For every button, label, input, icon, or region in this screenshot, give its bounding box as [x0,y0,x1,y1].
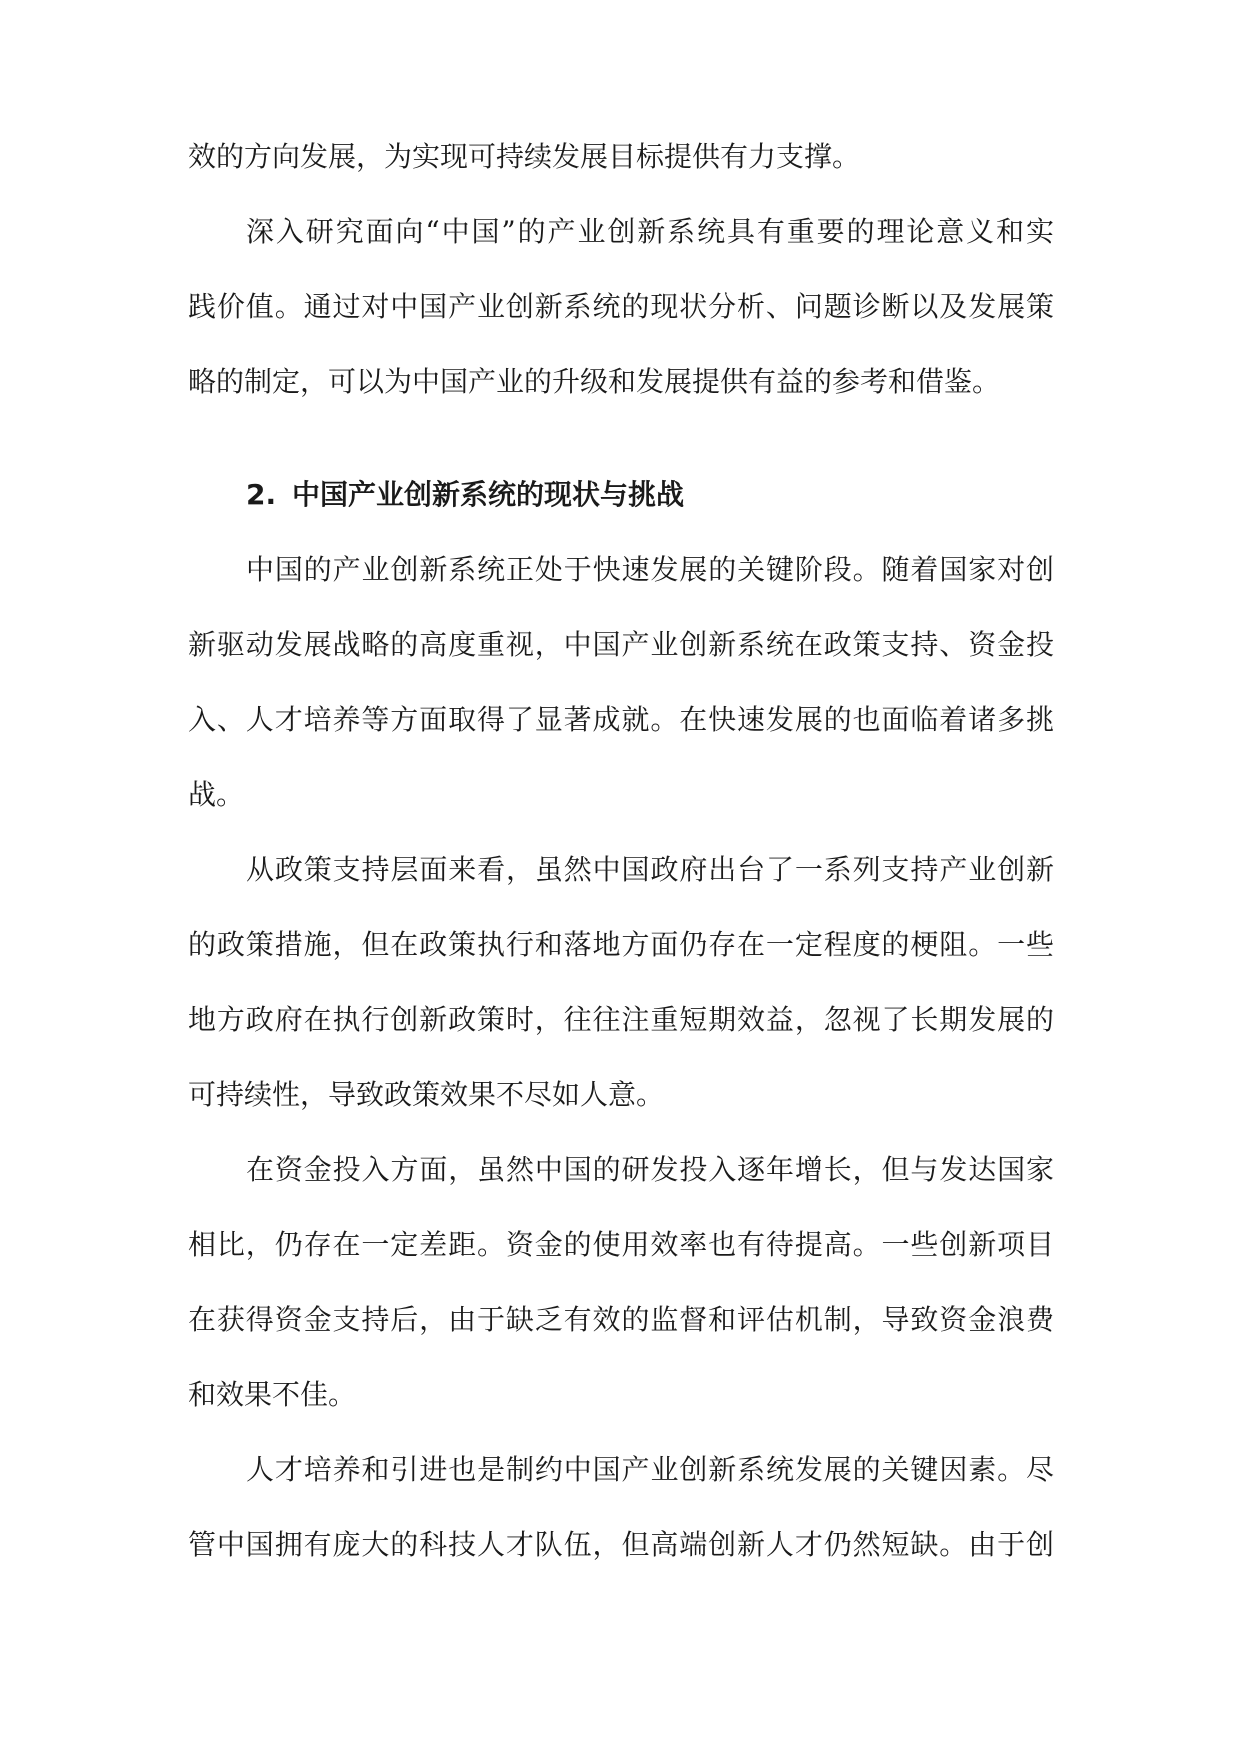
text-line: 在获得资金支持后，由于缺乏有效的监督和评估机制，导致资金浪费 [188,1303,1054,1336]
document-body [188,142,1054,1605]
text-line: 入、人才培养等方面取得了显著成就。在快速发展的也面临着诸多挑 [188,703,1054,736]
section-title: 中国产业创新系统的现状与挑战 [292,478,685,511]
text-line: 可持续性，导致政策效果不尽如人意。 [188,1078,665,1111]
paragraph-current-status [188,555,1054,855]
section-heading [188,480,1054,555]
paragraph-research-significance [188,217,1054,442]
text-line: 的政策措施，但在政策执行和落地方面仍存在一定程度的梗阻。一些 [188,928,1054,961]
text-line: 和效果不佳。 [188,1378,357,1411]
text-line: 新驱动发展战略的高度重视，中国产业创新系统在政策支持、资金投 [188,628,1054,661]
text-line: 效的方向发展，为实现可持续发展目标提供有力支撑。 [188,140,861,173]
text-line: 地方政府在执行创新政策时，往往注重短期效益，忽视了长期发展的 [188,1003,1054,1036]
text-line: 中国的产业创新系统正处于快速发展的关键阶段。随着国家对创 [246,553,1054,586]
paragraph-policy-support [188,855,1054,1155]
text-line: 践价值。通过对中国产业创新系统的现状分析、问题诊断以及发展策 [188,290,1054,323]
section-spacer [188,442,1054,480]
paragraph-continuation [188,142,1054,217]
text-line: 战。 [188,778,245,811]
text-line: 相比，仍存在一定差距。资金的使用效率也有待提高。一些创新项目 [188,1228,1054,1261]
section-number: 2. [246,478,277,511]
text-line: 管中国拥有庞大的科技人才队伍，但高端创新人才仍然短缺。由于创 [188,1528,1054,1561]
paragraph-funding [188,1155,1054,1455]
text-line: 从政策支持层面来看，虽然中国政府出台了一系列支持产业创新 [246,853,1054,886]
paragraph-talent [188,1455,1054,1605]
text-line: 略的制定，可以为中国产业的升级和发展提供有益的参考和借鉴。 [188,365,1001,398]
text-line: 人才培养和引进也是制约中国产业创新系统发展的关键因素。尽 [246,1453,1054,1486]
text-line: 深入研究面向“中国”的产业创新系统具有重要的理论意义和实 [246,215,1054,248]
text-line: 在资金投入方面，虽然中国的研发投入逐年增长，但与发达国家 [246,1153,1054,1186]
